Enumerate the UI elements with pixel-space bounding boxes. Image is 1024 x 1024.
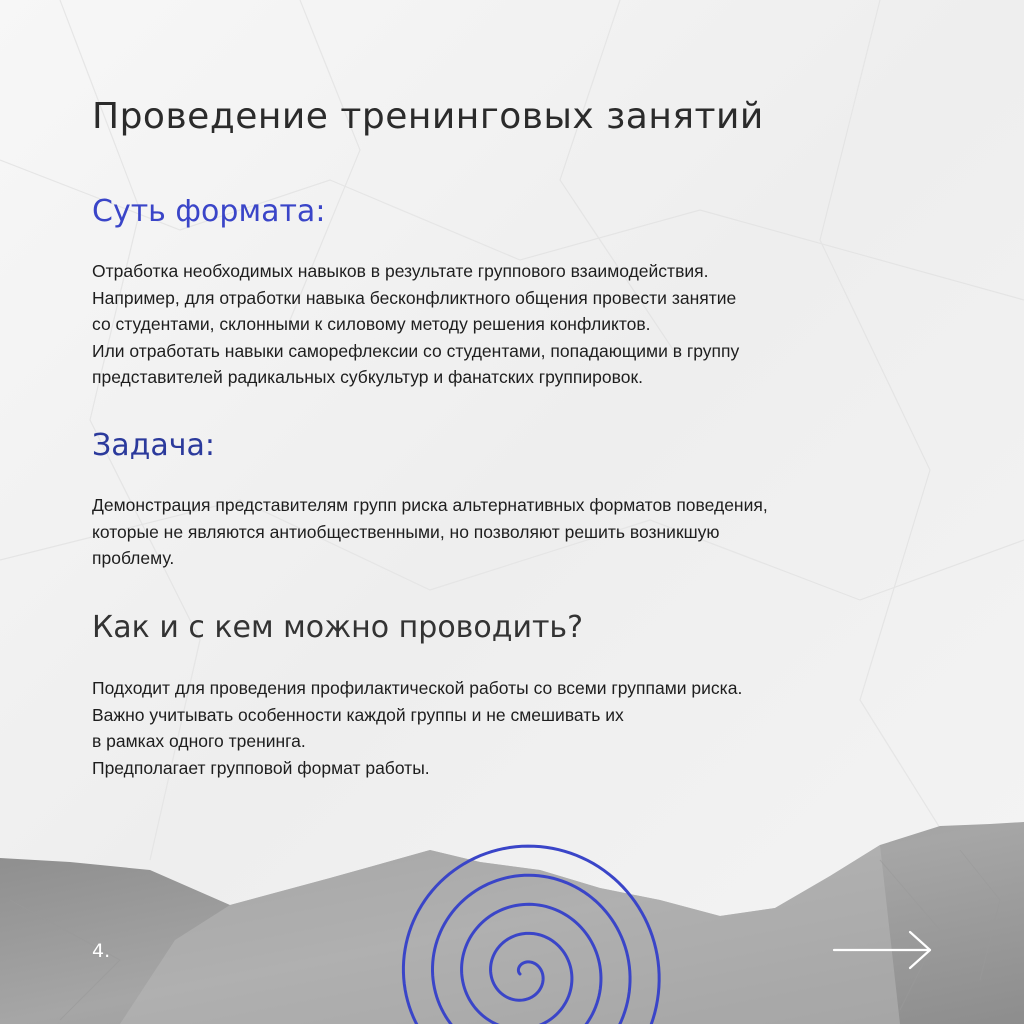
arrow-right-icon[interactable] (832, 928, 936, 972)
body-line: представителей радикальных субкультур и фанатских группировок. (92, 367, 643, 387)
body-line: Предполагает групповой формат работы. (92, 757, 430, 778)
section-body-format (92, 258, 739, 391)
spiral-icon (368, 824, 668, 1024)
section-heading-task: Задача: (92, 428, 215, 463)
page-title: Проведение тренинговых занятий (92, 96, 764, 137)
section-heading-how: Как и с кем можно проводить? (92, 610, 584, 645)
body-line: Важно учитывать особенности каждой группы и не смешивать их (92, 704, 624, 725)
section-body-how (92, 675, 742, 781)
page-number: 4. (92, 940, 111, 962)
body-line: со студентами, склонными к силовому методу решения конфликтов. (92, 314, 651, 334)
body-line: Демонстрация представителям групп риска альтернативных форматов поведения, (92, 495, 768, 515)
section-heading-format: Суть формата: (92, 194, 326, 229)
body-line: Отработка необходимых навыков в результате группового взаимодействия. (92, 261, 709, 281)
body-line: проблему. (92, 548, 175, 568)
body-line: которые не являются антиобщественными, но позволяют решить возникшую (92, 521, 720, 542)
body-line: Или отработать навыки саморефлексии со студентами, попадающими в группу (92, 340, 740, 361)
body-line: в рамках одного тренинга. (92, 731, 306, 751)
body-line: Например, для отработки навыка бесконфликтного общения провести занятие (92, 287, 737, 308)
section-body-task (92, 492, 768, 572)
body-line: Подходит для проведения профилактической работы со всеми группами риска. (92, 678, 743, 698)
